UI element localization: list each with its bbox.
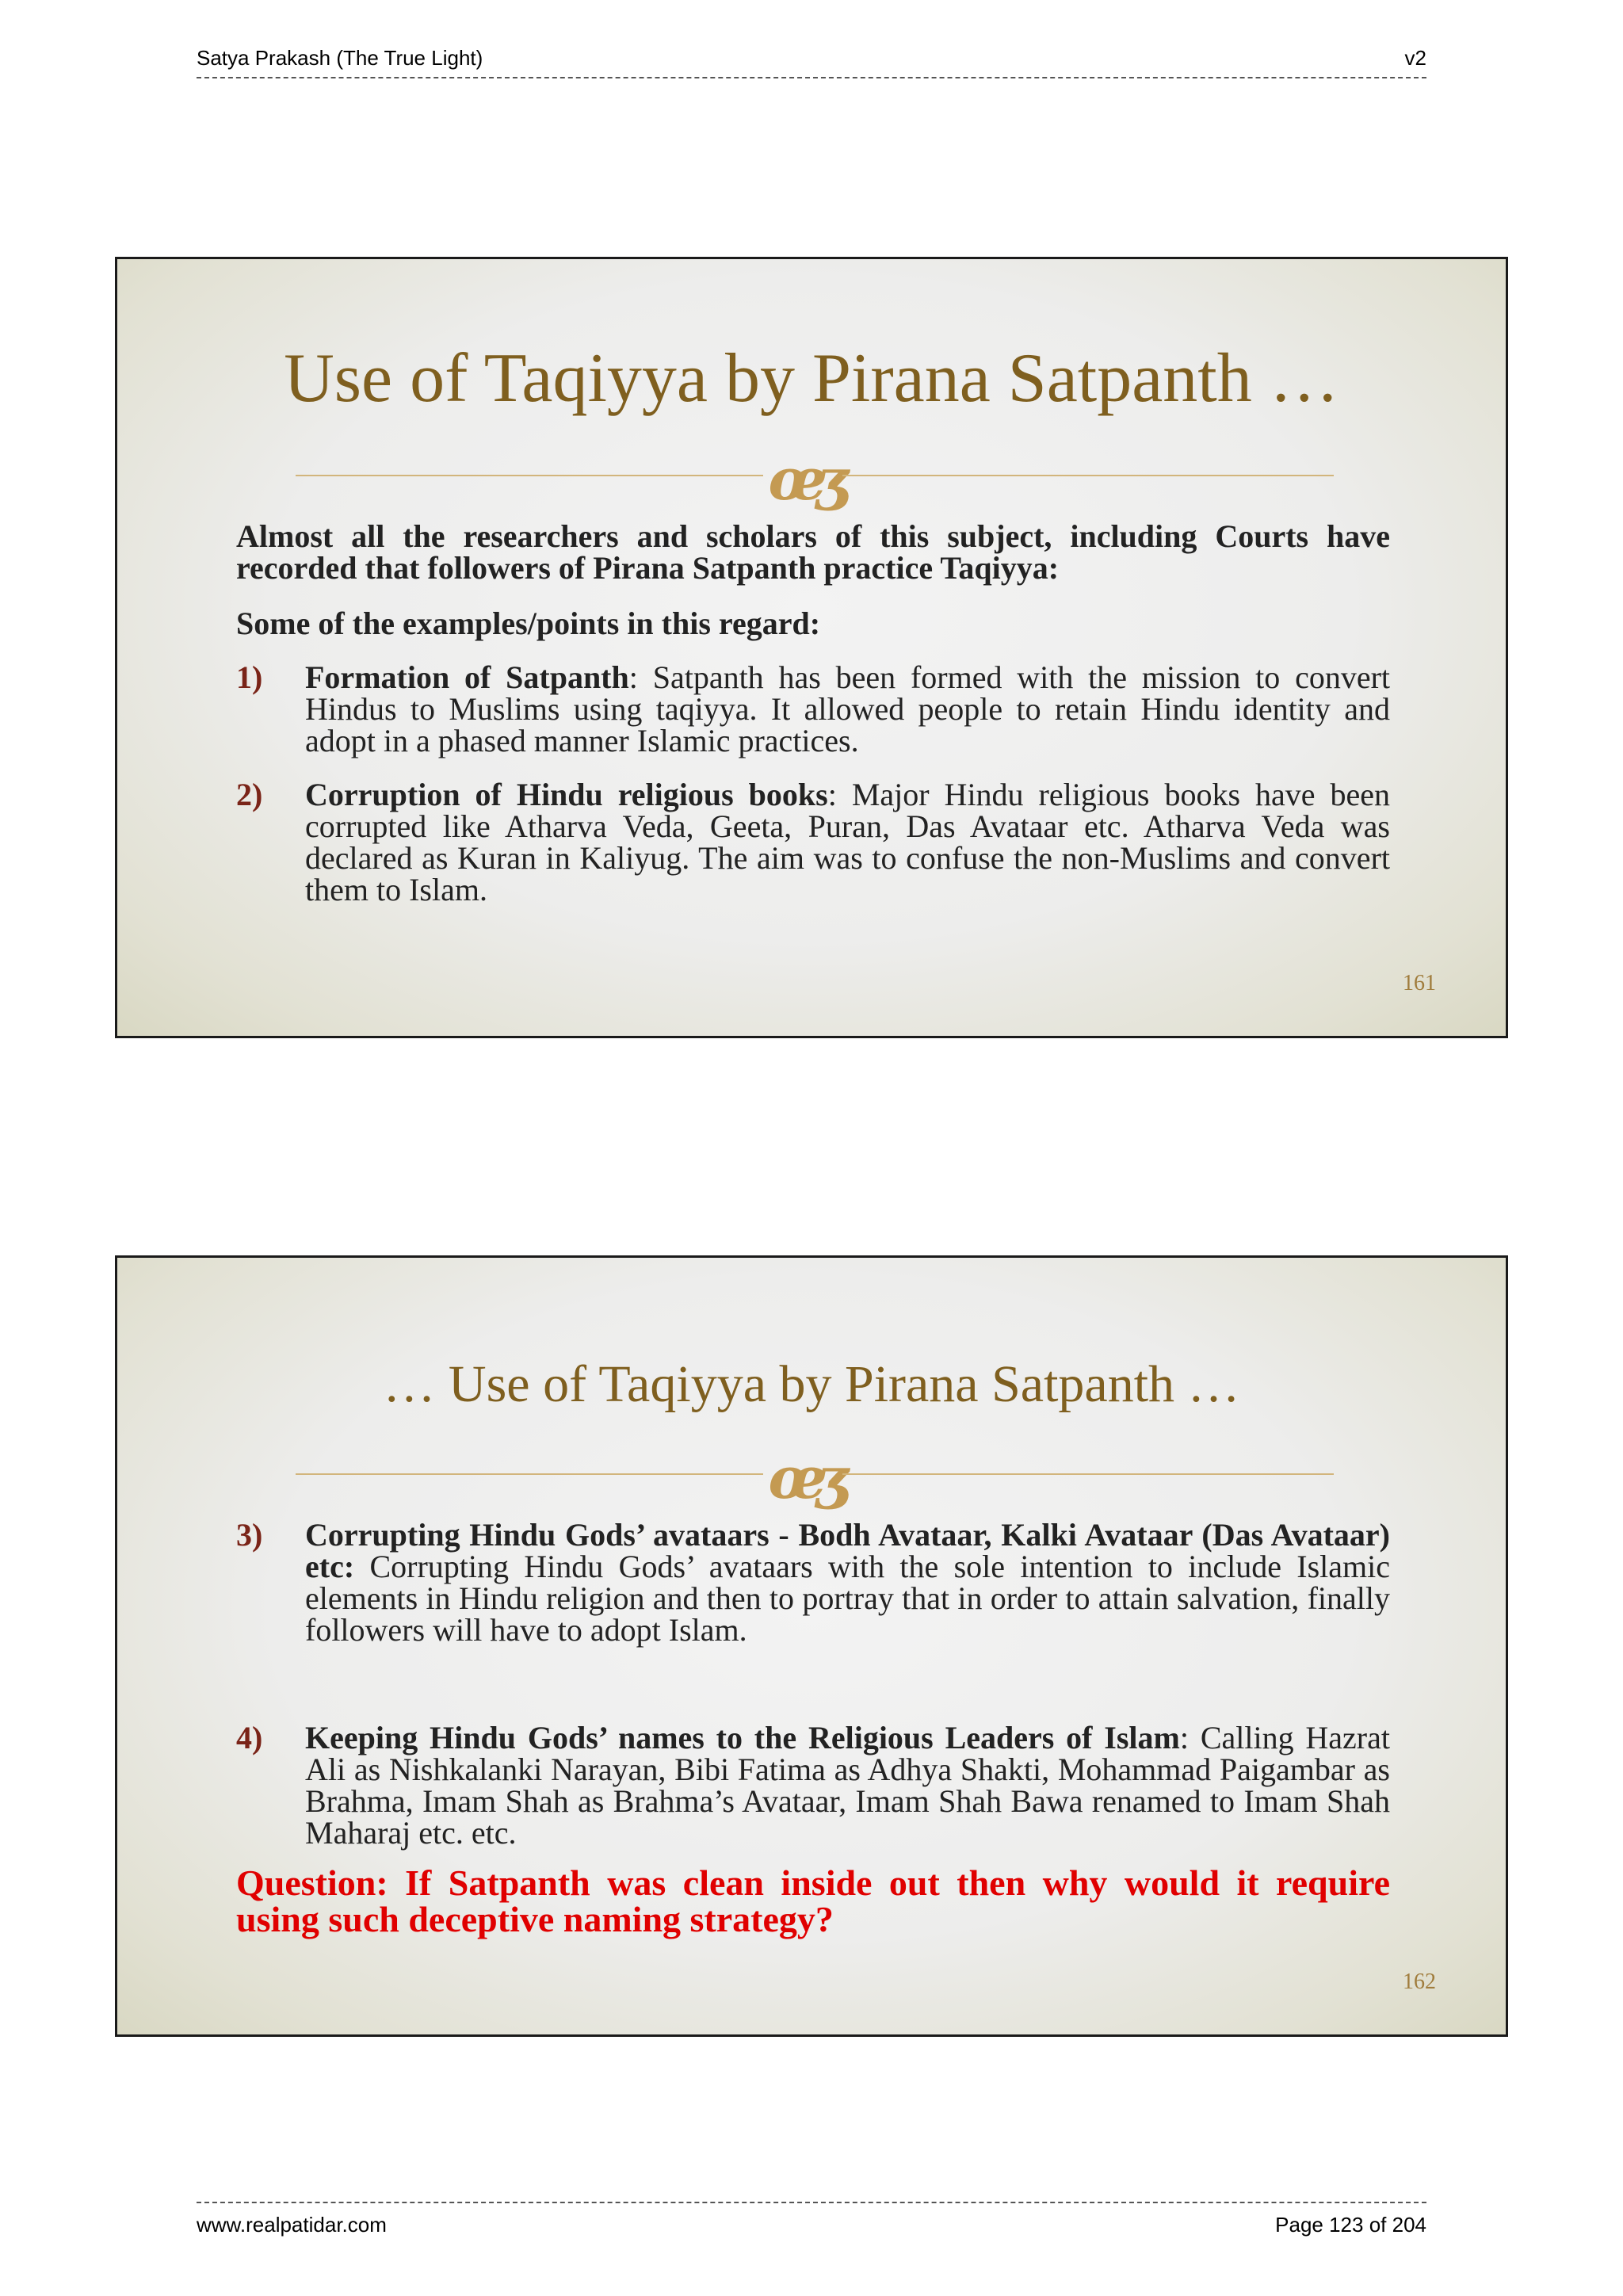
list-item: [236, 1519, 1390, 1646]
item-text: Calling Hazrat Ali as Nishkalanki Narayan, Bibi Fatima as Adhya Shakti, Mohammad Paigambar as Brahma, Imam Shah as Brahma’s Avataar, Imam Shah Bawa renamed to Imam Shah Maharaj etc. etc.: [305, 1720, 1390, 1851]
title-divider: [296, 445, 1334, 513]
footer-divider: [197, 2202, 1426, 2203]
title-divider: [296, 1444, 1334, 1511]
page-footer: [197, 2202, 1426, 2237]
item-number: 4): [236, 1720, 263, 1755]
slide-page-number: 161: [1403, 971, 1436, 995]
slide-title: Use of Taqiyya by Pirana Satpanth …: [284, 340, 1339, 417]
ornament-icon: œʒ: [768, 445, 838, 513]
slide-body: [236, 518, 1391, 907]
ornament-icon: œʒ: [768, 1444, 838, 1511]
item-heading: Corrupting Hindu Gods’ avataars - Bodh Avataar, Kalki Avataar (Das Avataar) etc:: [305, 1517, 1390, 1584]
item-text: Major Hindu religious books have been corrupted like Atharva Veda, Geeta, Puran, Das Avataar etc. Atharva Veda was declared as Kuran in Kaliyug. The aim was to confuse the non-Muslims and convert them to Islam.: [305, 777, 1390, 907]
list-item: 4) Keeping Hindu Gods’ names to the Religious Leaders of Islam: Calling Hazrat Ali as Nishkalanki Narayan, Bibi Fatima as Adhya Shakti, Mohammad Paigambar as Brahma, Imam Shah as Brahma’s Avataar, Imam Shah Bawa renamed to Imam Shah Maharaj etc. etc.: [236, 1720, 1390, 1851]
document-title: Satya Prakash (The True Light): [197, 46, 483, 70]
slide-page-number: 162: [1403, 1969, 1436, 1994]
website-link[interactable]: www.realpatidar.com: [197, 2213, 387, 2237]
item-heading: Corruption of Hindu religious books: [305, 777, 828, 812]
item-heading: Formation of Satpanth: [305, 659, 629, 695]
subheading: Some of the examples/points in this regard:: [236, 606, 821, 641]
question-text: Question: If Satpanth was clean inside out then why would it require using such deceptive naming strategy?: [236, 1862, 1390, 1939]
item-number: 3): [236, 1517, 263, 1553]
page-indicator: Page 123 of 204: [1275, 2213, 1426, 2237]
item-number: 1): [236, 659, 263, 695]
intro-text: Almost all the researchers and scholars of this subject, including Courts have recorded that followers of Pirana Satpanth practice Taqiyya:: [236, 518, 1390, 586]
list-item: 2) Corruption of Hindu religious books: Major Hindu religious books have been corrupted like Atharva Veda, Geeta, Puran, Das Avataar etc. Atharva Veda was declared as Kuran in Kaliyug. The aim was to confuse the non-Muslims and convert them to Islam.: [236, 777, 1390, 907]
item-text: Corrupting Hindu Gods’ avataars with the sole intention to include Islamic elements in Hindu religion and then to portray that in order to attain salvation, finally followers will have to adopt Islam.: [305, 1549, 1390, 1648]
header-divider: [197, 77, 1426, 78]
slide-body: [236, 1519, 1390, 1938]
item-text: Satpanth has been formed with the mission to convert Hindus to Muslims using taqiyya. It allowed people to retain Hindu identity and adopt in a phased manner Islamic practices.: [305, 659, 1391, 758]
item-heading: Keeping Hindu Gods’ names to the Religious Leaders of Islam: [305, 1720, 1180, 1755]
slide-161: [115, 257, 1508, 1038]
slide-162: [115, 1255, 1508, 2037]
slide-title: … Use of Taqiyya by Pirana Satpanth …: [383, 1355, 1240, 1413]
page-header: [197, 46, 1426, 78]
item-number: 2): [236, 777, 263, 812]
document-version: v2: [1404, 46, 1426, 70]
list-item: 1) Formation of Satpanth: Satpanth has been formed with the mission to convert Hindus to Muslims using taqiyya. It allowed people to retain Hindu identity and adopt in a phased manner Islamic practices.: [236, 659, 1391, 758]
